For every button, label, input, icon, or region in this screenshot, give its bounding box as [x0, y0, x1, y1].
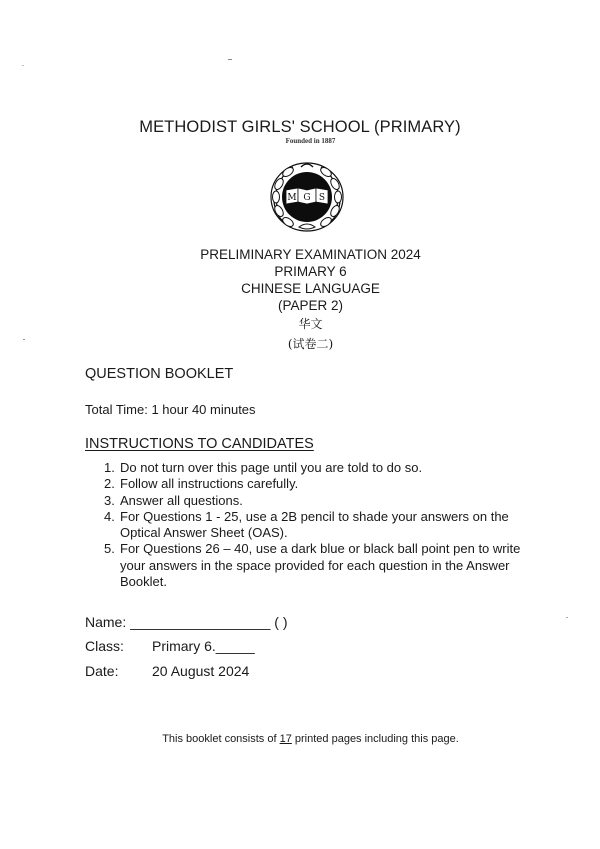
- page-count-number: 17: [279, 733, 292, 745]
- exam-level: PRIMARY 6: [274, 264, 347, 279]
- svg-text:S: S: [318, 193, 326, 203]
- scan-speck: [228, 59, 232, 60]
- page-count-note: [0, 733, 600, 745]
- exam-paper-chinese: (试卷二): [287, 337, 334, 351]
- exam-subject-chinese: 华文: [298, 317, 323, 331]
- instruction-item: [104, 509, 544, 542]
- svg-text:M: M: [287, 193, 297, 203]
- instruction-number: 2.: [104, 476, 115, 492]
- exam-paper: (PAPER 2): [277, 298, 343, 313]
- date-value: 20 August 2024: [152, 663, 250, 679]
- exam-subject: CHINESE LANGUAGE: [241, 281, 380, 296]
- instruction-item: [104, 541, 544, 590]
- instruction-number: 5.: [104, 541, 115, 557]
- instruction-text: For Questions 26 – 40, use a dark blue or black ball point pen to write your answers in the space provided for each question in the Answer Booklet.: [120, 541, 521, 590]
- total-time: Total Time: 1 hour 40 minutes: [85, 402, 256, 417]
- name-blank[interactable]: __________________ ( ): [130, 614, 288, 630]
- instruction-text: For Questions 1 - 25, use a 2B pencil to shade your answers on the Optical Answer Sheet (OAS).: [120, 508, 509, 541]
- date-field: [85, 663, 249, 679]
- scan-speck: [22, 65, 24, 66]
- scan-speck: [566, 617, 568, 618]
- instruction-item: [104, 476, 544, 492]
- instruction-item: [104, 493, 544, 509]
- class-label: Class:: [85, 638, 124, 654]
- instruction-number: 3.: [104, 492, 115, 508]
- booklet-type: QUESTION BOOKLET: [85, 366, 234, 382]
- svg-text:G: G: [303, 193, 311, 203]
- instruction-text: Answer all questions.: [120, 492, 243, 508]
- exam-title: PRELIMINARY EXAMINATION 2024: [200, 247, 421, 262]
- page-count-prefix: This booklet consists of: [162, 733, 280, 745]
- class-value[interactable]: Primary 6._____: [152, 638, 255, 654]
- class-field[interactable]: [85, 638, 255, 654]
- exam-title-block: [0, 246, 600, 354]
- school-name: METHODIST GIRLS' SCHOOL (PRIMARY): [139, 118, 461, 136]
- school-crest-logo: [267, 157, 347, 235]
- instruction-text: Follow all instructions carefully.: [120, 476, 299, 492]
- instruction-number: 4.: [104, 508, 115, 524]
- name-label: Name:: [85, 614, 127, 630]
- instruction-number: 1.: [104, 460, 115, 475]
- instructions-heading: INSTRUCTIONS TO CANDIDATES: [85, 436, 314, 452]
- instruction-text: Do not turn over this page until you are told to do so.: [120, 460, 423, 475]
- instructions-list: [104, 460, 544, 590]
- name-field[interactable]: [85, 614, 288, 630]
- date-label: Date:: [85, 663, 119, 679]
- page-count-suffix: printed pages including this page.: [291, 733, 459, 745]
- instruction-item: [104, 460, 544, 476]
- founded-year: Founded in 1887: [285, 137, 336, 145]
